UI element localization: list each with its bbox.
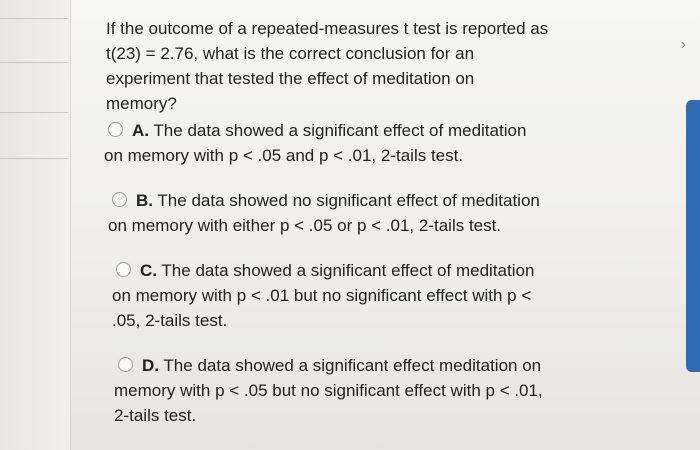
option-letter: B. xyxy=(136,191,153,210)
question-line: If the outcome of a repeated-measures t test is reported as xyxy=(106,19,549,38)
option-text: The data showed no significant effect of meditation xyxy=(157,191,540,210)
radio-button-a[interactable] xyxy=(108,122,123,137)
question-line: memory? xyxy=(106,94,177,113)
option-text: memory with p < .05 but no significant effect with p < .01, xyxy=(114,381,543,400)
chevron-right-icon[interactable]: › xyxy=(680,36,686,53)
option-text: 2-tails test. xyxy=(114,406,197,425)
option-text: on memory with p < .05 and p < .01, 2-tails test. xyxy=(104,146,464,165)
option-letter: D. xyxy=(142,356,159,375)
answer-option-b[interactable] xyxy=(108,188,604,238)
option-text: The data showed a significant effect of meditation xyxy=(153,121,527,140)
answer-option-d[interactable] xyxy=(114,353,604,428)
answer-option-c[interactable] xyxy=(112,258,604,333)
radio-button-d[interactable] xyxy=(118,357,133,372)
divider xyxy=(0,158,68,159)
option-text: on memory with either p < .05 or p < .01, 2-tails test. xyxy=(108,216,502,235)
scrollbar[interactable] xyxy=(686,100,700,372)
option-text: The data showed a significant effect meditation on xyxy=(163,356,542,375)
question-line: t(23) = 2.76, what is the correct conclusion for an xyxy=(106,44,475,63)
question-line: experiment that tested the effect of meditation on xyxy=(106,69,475,88)
option-letter: A. xyxy=(132,121,149,140)
question-text xyxy=(106,16,604,116)
divider xyxy=(0,62,68,63)
option-text: The data showed a significant effect of meditation xyxy=(161,261,535,280)
question-panel xyxy=(104,16,604,448)
divider xyxy=(0,18,68,19)
radio-button-c[interactable] xyxy=(116,262,131,277)
left-sidebar-strip xyxy=(0,0,71,450)
option-letter: C. xyxy=(140,261,157,280)
answer-option-a[interactable] xyxy=(104,118,604,168)
option-text: on memory with p < .01 but no significant effect with p < xyxy=(112,286,532,305)
radio-button-b[interactable] xyxy=(112,192,127,207)
option-text: .05, 2-tails test. xyxy=(112,311,228,330)
divider xyxy=(0,112,68,113)
